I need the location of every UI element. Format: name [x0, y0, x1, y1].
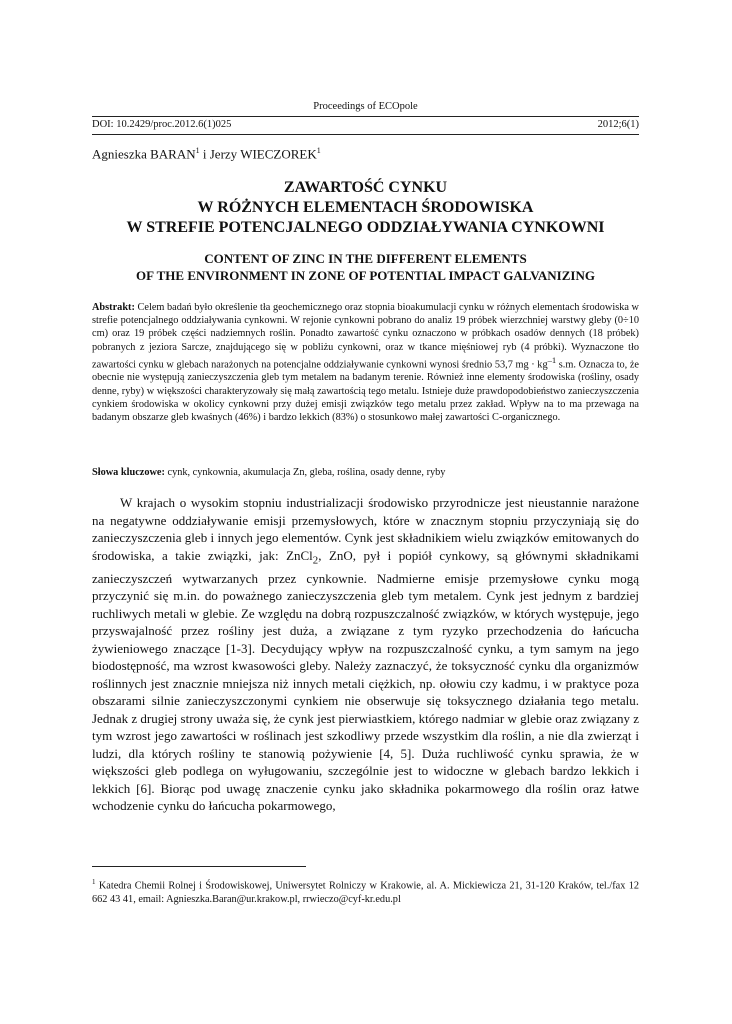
volume: 2012;6(1) [597, 119, 639, 130]
author-1: Agnieszka BARAN [92, 146, 196, 162]
footnote-text: Katedra Chemii Rolnej i Środowiskowej, Uniwersytet Rolniczy w Krakowie, al. A. Mickiewicza 21, 31-120 Kraków, tel./fax 12 662 43 41, email: Agnieszka.Baran@ur.krakow.pl, rrwieczo@cyf-kr.edu.pl [92, 880, 639, 905]
header-rule [92, 116, 639, 117]
title-english [92, 250, 639, 284]
body-text-a: W krajach o wysokim stopniu industrializacji środowisko przyrodnicze jest nieustannie narażone na negatywne oddziaływanie emisji przemysłowych, które w znacznym stopniu przyczyniają się do zanieczyszczenia gleb i innych jego elementów. Cynk jest składnikiem wielu związków emitowanych do środowiska, a takie związki, jak: ZnCl [92, 495, 639, 563]
footnote-rule [92, 866, 306, 867]
footnote-marker: 1 [92, 878, 96, 886]
footnote [92, 876, 639, 906]
author-2: i Jerzy WIECZOREK [199, 146, 317, 162]
title-en-line-1: CONTENT OF ZINC IN THE DIFFERENT ELEMENTS [204, 251, 527, 266]
abstract [92, 301, 639, 424]
doi: DOI: 10.2429/proc.2012.6(1)025 [92, 119, 232, 130]
authors [92, 146, 321, 162]
journal-name: Proceedings of ECOpole [313, 101, 418, 112]
keywords [92, 466, 639, 479]
title-en-line-2: OF THE ENVIRONMENT IN ZONE OF POTENTIAL IMPACT GALVANIZING [136, 268, 595, 283]
abstract-text-a: Celem badań było określenie tła geochemicznego oraz stopnia bioakumulacji cynku w różnych elementach środowiska w strefie potencjalnego oddziaływania cynkowni. W rejonie cynkowni pobrano do analiz 19 próbek wierzchniej warstwy gleby (0÷10 cm) oraz 19 próbek części nadziemnych roślin. Ponadto zawartość cynku oznaczono w próbkach osadów dennych (18 próbek) pobranych z jeziora Sarcze, znajdującego się w pobliżu cynkowni, oraz w tkance mięśniowej ryb (4 próbki). Wyznaczone tło zawartości cynku w glebach narażonych na potencjalne oddziaływanie cynkowni wynosi średnio 53,7 mg · kg [92, 302, 639, 371]
title-pl-line-2: W RÓŻNYCH ELEMENTACH ŚRODOWISKA [197, 199, 534, 216]
abstract-text-b: s.m. Oznacza to, że obecnie nie występują zanieczyszczenia gleb tym metalem na badanym terenie. Również inne elementy środowiska (rośliny, osady denne, ryby) w większości charakteryzowały się małą zawartością tego metalu. Istnieje duże prawdopodobieństwo zanieczyszczenia cynkiem środowiska w okolicy cynkowni przy dużej emisji związków tego metalu przez zakład. Wpływ na to ma przewaga na badanym obszarze gleb kwaśnych (46%) i bardzo lekkich (83%) o stosunkowo małej zawartości C-organicznego. [92, 359, 639, 424]
title-pl-line-1: ZAWARTOŚĆ CYNKU [283, 179, 448, 196]
abstract-exponent: –1 [547, 354, 557, 365]
doi-rule [92, 134, 639, 135]
body-paragraph-1 [92, 494, 639, 815]
doi-row [92, 119, 639, 130]
body-subscript: 2 [312, 554, 319, 567]
body-text-b: , ZnO, pył i popiół cynkowy, są głównymi składnikami zanieczyszczeń wytwarzanych przez cynkownie. Nadmierne emisje przemysłowe cynku mogą przyczynić się m.in. do poważnego zanieczyszczenia gleb tym metalem. Cynk jest jednym z bardziej ruchliwych metali w glebie. Ze względu na dobrą rozpuszczalność związków, w których występuje, jego przyswajalność przez rośliny jest duża, a związane z tym ryzyko przechodzenia do łańcucha żywieniowego znaczące [1-3]. Decydujący wpływ na rozpuszczalność cynku, a tym samym na jego biodostępność, ma wzrost kwasowości gleby. Należy zaznaczyć, że toksyczność cynku dla organizmów roślinnych jest znacznie mniejsza niż innych metali ciężkich, np. ołowiu czy kadmu, i w praktyce poza obszarami silnie zanieczyszczonymi cynkiem nie obserwuje się toksycznego działania tego metalu. Jednak z drugiej strony uważa się, że cynk jest pierwiastkiem, którego nadmiar w glebie oraz związany z tym wzrost jego zawartości w roślinach jest szkodliwy przede wszystkim dla roślin, a nie dla zwierząt i ludzi, dla których rośliny te stanowią pożywienie [4, 5]. Duża ruchliwość cynku sprawia, że w większości gleb podlega on wyługowaniu, szczególnie jest to widoczne w glebach bardzo lekkich i lekkich [6]. Biorąc pod uwagę znaczenie cynku jako składnika pokarmowego dla roślin oraz łatwe wchodzenie cynku do łańcucha pokarmowego, [92, 547, 639, 814]
abstract-label: Abstrakt: [92, 302, 135, 313]
keywords-text: cynk, cynkownia, akumulacja Zn, gleba, roślina, osady denne, ryby [164, 467, 446, 478]
title-polish [92, 178, 639, 238]
author-2-affiliation: 1 [316, 146, 321, 155]
title-pl-line-3: W STREFIE POTENCJALNEGO ODDZIAŁYWANIA CYNKOWNI [126, 219, 605, 236]
keywords-label: Słowa kluczowe: [92, 467, 165, 478]
author-1-affiliation: 1 [195, 146, 200, 155]
